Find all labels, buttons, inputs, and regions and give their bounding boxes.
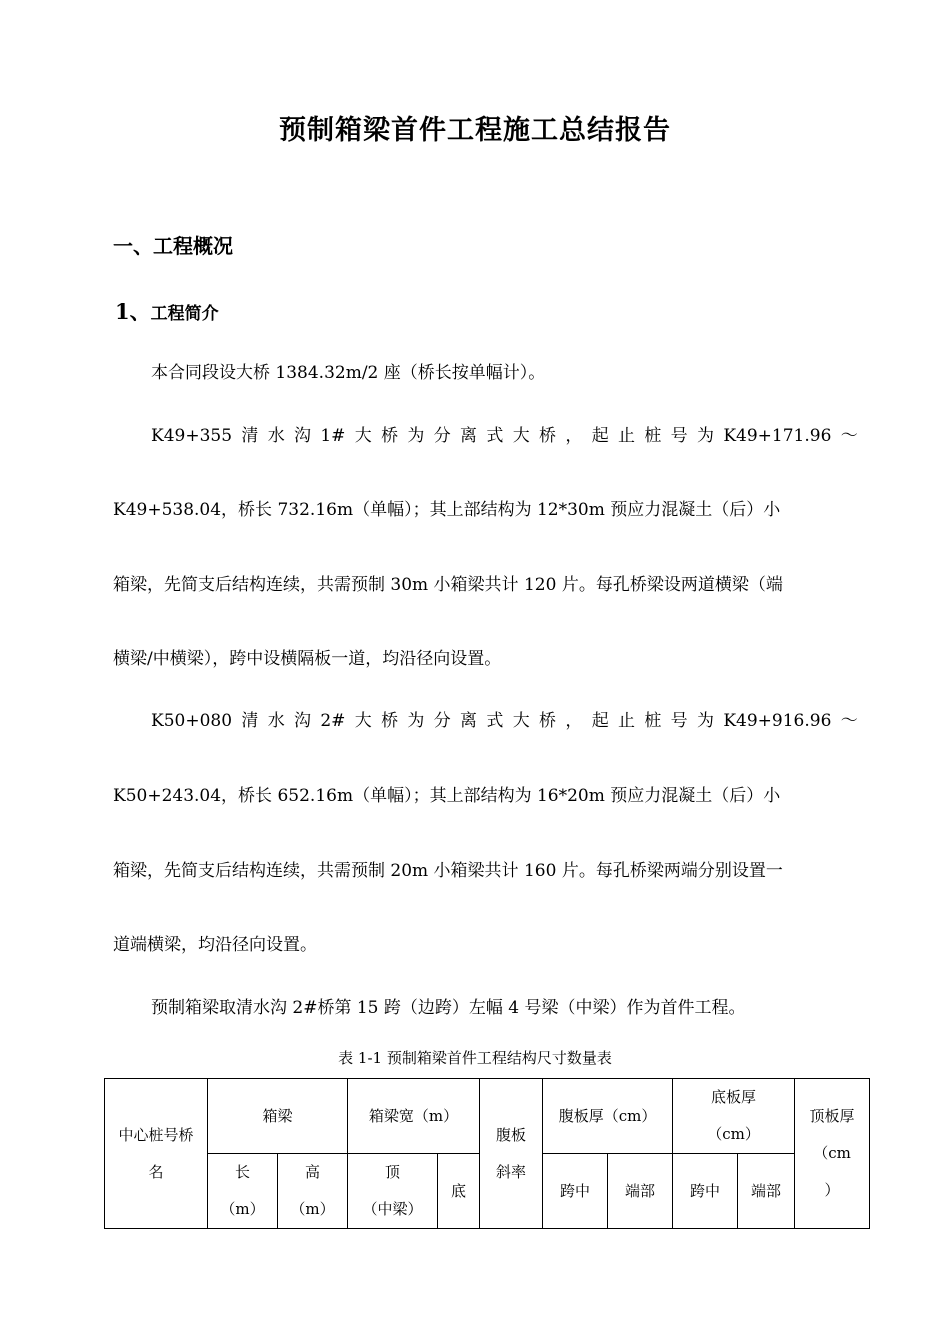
justified-token: 止 [618, 426, 636, 446]
justified-token: 清 [241, 426, 259, 446]
bridge1-line1 [151, 425, 858, 447]
justified-token: 大 [512, 426, 530, 446]
bridge2-line2: K50+243.04，桥长 652.16m（单幅）；其上部结构为 16*20m 预应力混凝土（后）小 [113, 786, 781, 806]
header-center-station: 中心桩号桥 名 [105, 1079, 208, 1229]
justified-token: 号 [670, 711, 688, 731]
header-bottom-thickness: 底板厚 （cm） [673, 1079, 795, 1154]
justified-token: 沟 [294, 711, 312, 731]
justified-token: 起 [591, 426, 609, 446]
subsection-heading [115, 296, 219, 326]
justified-token: 水 [267, 426, 285, 446]
bridge2-line1 [151, 710, 858, 732]
header-length: 长 （m） [208, 1154, 278, 1229]
justified-token: ， [565, 711, 583, 731]
bridge1-line4: 横梁/中横梁），跨中设横隔板一道，均沿径向设置。 [113, 649, 502, 669]
justified-token: 1# [320, 426, 346, 446]
justified-token: 式 [486, 711, 504, 731]
table-caption: 表 1-1 预制箱梁首件工程结构尺寸数量表 [338, 1049, 612, 1067]
justified-token: K49+916.96 [723, 711, 832, 731]
header-web-mid: 跨中 [543, 1154, 608, 1229]
bridge1-line2: K49+538.04，桥长 732.16m（单幅）；其上部结构为 12*30m 预应力混凝土（后）小 [113, 500, 781, 520]
justified-token: 式 [486, 426, 504, 446]
justified-token: ～ [840, 711, 858, 731]
justified-token: 2# [320, 711, 346, 731]
paragraph-first-piece: 预制箱梁取清水沟 2#桥第 15 跨（边跨）左幅 4 号梁（中梁）作为首件工程。 [151, 998, 746, 1018]
justified-token: ～ [840, 426, 858, 446]
justified-token: 离 [460, 426, 478, 446]
header-top-thickness: 顶板厚 （cm ） [795, 1079, 870, 1229]
justified-token: K49+355 [151, 426, 233, 446]
justified-token: 水 [267, 711, 285, 731]
justified-token: 为 [697, 711, 714, 731]
justified-token: 大 [354, 711, 372, 731]
justified-token: 离 [460, 711, 478, 731]
subsection-title: 工程简介 [150, 304, 219, 324]
justified-token: 分 [433, 711, 451, 731]
header-bottom-mid: 跨中 [673, 1154, 738, 1229]
header-height: 高 （m） [278, 1154, 348, 1229]
justified-token: 桩 [644, 426, 662, 446]
justified-token: 桥 [539, 711, 557, 731]
paragraph-overview: 本合同段设大桥 1384.32m/2 座（桥长按单幅计）。 [151, 363, 546, 383]
justified-token: 止 [618, 711, 636, 731]
document-title: 预制箱梁首件工程施工总结报告 [279, 115, 671, 146]
header-box-girder: 箱梁 [208, 1079, 348, 1154]
justified-token: 为 [407, 711, 425, 731]
header-web-slope: 腹板 斜率 [480, 1079, 543, 1229]
justified-token: 为 [697, 426, 714, 446]
justified-token: 起 [591, 711, 609, 731]
header-bottom-width: 底 [438, 1154, 480, 1229]
justified-token: ， [565, 426, 583, 446]
justified-token: 桥 [539, 426, 557, 446]
header-web-end: 端部 [608, 1154, 673, 1229]
section-heading: 一、工程概况 [113, 234, 233, 258]
justified-token: 大 [354, 426, 372, 446]
header-top-width: 顶 （中梁） [348, 1154, 438, 1229]
header-web-thickness: 腹板厚（cm） [543, 1079, 673, 1154]
justified-token: 分 [433, 426, 451, 446]
header-box-width: 箱梁宽（m） [348, 1079, 480, 1154]
justified-token: 为 [407, 426, 425, 446]
justified-token: 桥 [381, 711, 399, 731]
header-bottom-end: 端部 [738, 1154, 795, 1229]
justified-token: 沟 [294, 426, 312, 446]
dimensions-table [104, 1078, 870, 1229]
justified-token: 大 [512, 711, 530, 731]
bridge2-line4: 道端横梁，均沿径向设置。 [113, 935, 317, 955]
bridge2-line3: 箱梁，先简支后结构连续，共需预制 20m 小箱梁共计 160 片。每孔桥梁两端分别设置一 [113, 861, 783, 881]
subsection-number: 1、 [115, 299, 151, 324]
justified-token: 桩 [644, 711, 662, 731]
bridge1-line3: 箱梁，先简支后结构连续，共需预制 30m 小箱梁共计 120 片。每孔桥梁设两道横梁（端 [113, 575, 783, 595]
justified-token: 清 [241, 711, 259, 731]
justified-token: K50+080 [151, 711, 233, 731]
justified-token: 桥 [381, 426, 399, 446]
justified-token: K49+171.96 [723, 426, 832, 446]
justified-token: 号 [670, 426, 688, 446]
